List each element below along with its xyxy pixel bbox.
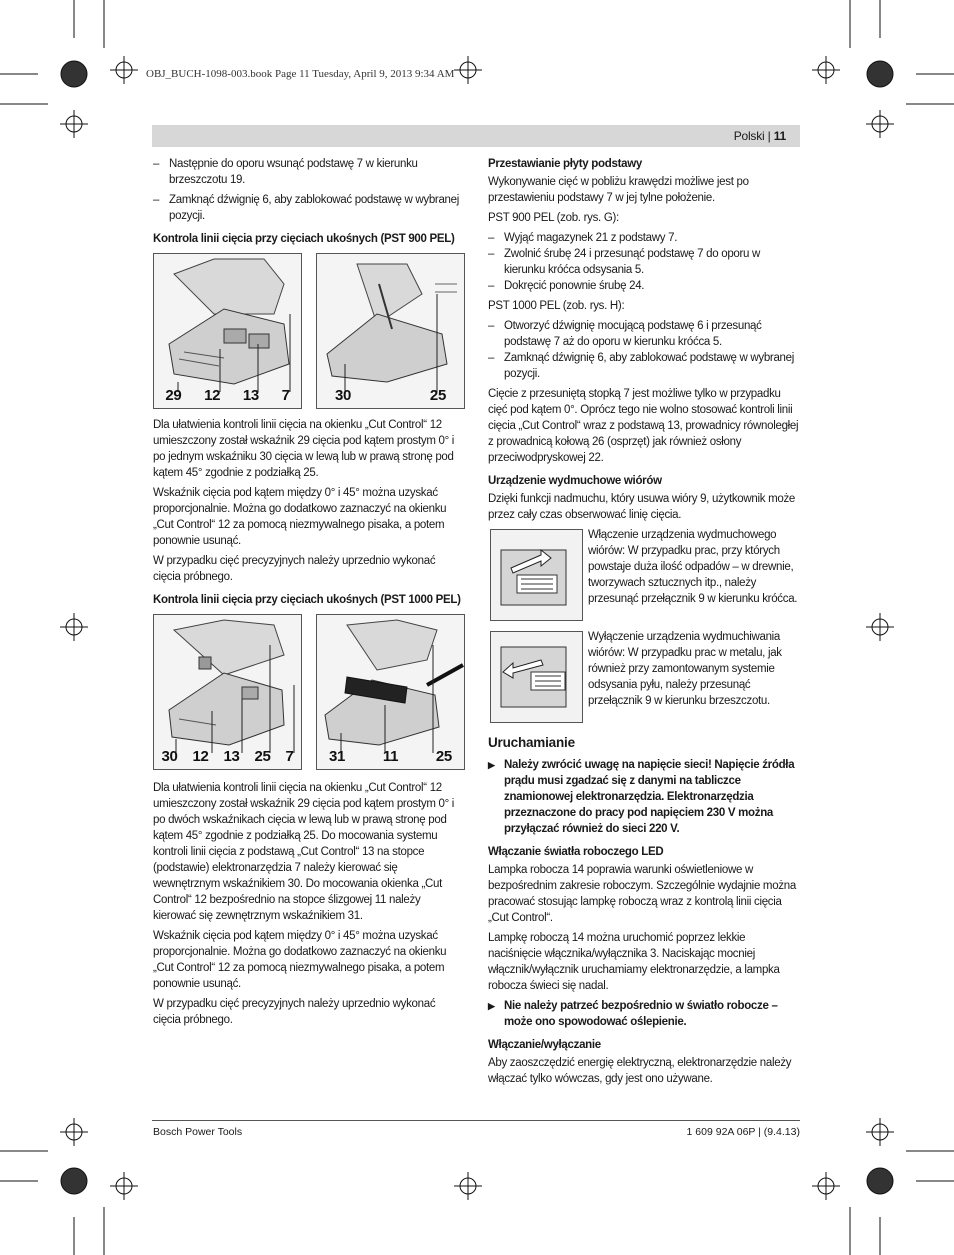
- figure-label: 13: [223, 748, 240, 765]
- print-slug: OBJ_BUCH-1098-003.book Page 11 Tuesday, April 9, 2013 9:34 AM: [146, 68, 455, 80]
- figure-label: 7: [281, 387, 290, 404]
- warning-voltage: ▶ Należy zwrócić uwagę na napięcie sieci! Napięcie źródła prądu musi zgadzać się z danymi na tabliczce znamionowej elektronarzędzia. Elektronarzędzia przeznaczone do pracy pod napięciem 230 V można przyłączać również do sieci 220 V.: [488, 757, 800, 837]
- paragraph: Wskaźnik cięcia pod kątem między 0° i 45° można uzyskać proporcjonalnie. Można go dodatkowo zaznaczyć na okienku „Cut Control“ 12 za pomocą niezmywalnego pisaka, a potem ponownie usunąć.: [153, 930, 447, 990]
- section-title-led: Włączanie światła roboczego LED: [488, 846, 664, 858]
- paragraph: Dla ułatwienia kontroli linii cięcia na okienku „Cut Control“ 12 umieszczony został wskaźnik 29 cięcia pod kątem prostym 0° i po dwóch wskaźnikach cięcia w lewą lub w prawą stronę pod kątem 45° zgodnie z podziałką 25. Do mocowania systemu kontroli linii cięcia z podstawą „Cut Control“ 13 na stopce (podstawie) elektronarzędzia 7 należy kierować się wewnętrznym wskaźnikiem 30. Do mocowania okienka „Cut Control“ 12 bezpośrednio na stopce ślizgowej 11 należy kierować się zewnętrznym wskaźnikiem 31.: [153, 782, 455, 922]
- blower-off-block: [488, 631, 800, 725]
- figure-label: 25: [254, 748, 271, 765]
- figure-label: 30: [335, 387, 352, 404]
- figure-blower-on: [490, 529, 583, 621]
- section-title-pst900: Kontrola linii cięcia przy cięciach ukośnych (PST 900 PEL): [153, 233, 455, 245]
- page-header-bar: [152, 125, 800, 147]
- tool-base-illustration: [317, 254, 464, 408]
- section-title-pst1000: Kontrola linii cięcia przy cięciach ukośnych (PST 1000 PEL): [153, 594, 461, 606]
- figure-row-pst900: [153, 253, 465, 417]
- figure-label: 11: [382, 748, 399, 765]
- step-item: – Otworzyć dźwignię mocującą podstawę 6 i przesunąć podstawę 7 aż do oporu w kierunku króćca 5.: [488, 318, 800, 350]
- figure-cut-control-d: [316, 614, 465, 770]
- blower-on-text: Włączenie urządzenia wydmuchowego wiórów: W przypadku prac, przy których powstaje duża ilość odpadów – w drewnie, tworzywach sztucznych itp., należy przesunąć przełącznik 9 w kierunku króćca.: [588, 529, 798, 605]
- warning-light: ▶ Nie należy patrzeć bezpośrednio w światło robocze – może ono spowodować oślepienie.: [488, 998, 800, 1030]
- paragraph: Lampka robocza 14 poprawia warunki oświetleniowe w bezpośrednim zakresie roboczym. Szczególnie wydajnie można pracować stosując lampkę roboczą wraz z kontrolą linii cięcia „Cut Control“.: [488, 864, 796, 924]
- figure-labels: [154, 749, 301, 765]
- figure-row-pst1000: [153, 614, 465, 780]
- figure-cut-control-b: [316, 253, 465, 409]
- figure-label: 13: [242, 387, 259, 404]
- intro-item: – Zamknąć dźwignię 6, aby zablokować podstawę w wybranej pozycji.: [153, 192, 465, 224]
- paragraph: W przypadku cięć precyzyjnych należy uprzednio wykonać cięcia próbnego.: [153, 998, 436, 1026]
- paragraph: Aby zaoszczędzić energię elektryczną, elektronarzędzie należy włączać tylko wówczas, gdy jest ono używane.: [488, 1057, 792, 1085]
- footer-right: 1 609 92A 06P | (9.4.13): [686, 1126, 800, 1138]
- paragraph: Lampkę roboczą 14 można uruchomić poprzez lekkie naciśnięcie włącznika/wyłącznika 3. Naciskając mocniej włącznik/wyłącznik uruchamiamy elektronarzędzie, a lampka robocza świeci się nadal.: [488, 932, 780, 992]
- figure-label: 31: [329, 748, 346, 765]
- step-item: – Dokręcić ponownie śrubę 24.: [488, 278, 800, 294]
- figure-label: 29: [165, 387, 182, 404]
- paragraph: Cięcie z przesuniętą stopką 7 jest możliwe tylko w przypadku cięć pod kątem 0°. Oprócz tego nie wolno stosować kontroli linii cięcia „Cut Control“ wraz z podstawą 13, prowadnicy równoległej z prowadnicą kołową 26 (osprzęt) jak również osłony przeciwodpryskowej 22.: [488, 388, 799, 464]
- figure-label: 25: [435, 748, 452, 765]
- paragraph: Dla ułatwienia kontroli linii cięcia na okienku „Cut Control“ 12 umieszczony został wskaźnik 29 cięcia pod kątem prostym 0° i po jednym wskaźniku 30 cięcia w lewą lub w prawą stronę pod kątem 45° zgodnie z podziałką 25.: [153, 419, 455, 479]
- header-language: Polski: [733, 129, 765, 143]
- tool-base-illustration: [154, 254, 301, 408]
- paragraph: Wykonywanie cięć w pobliżu krawędzi możliwe jest po przestawieniu podstawy 7 w jej tylne położenie.: [488, 176, 749, 204]
- model-label: PST 900 PEL (zob. rys. G):: [488, 212, 619, 224]
- blower-switch-illustration: [491, 632, 582, 722]
- right-column: [488, 156, 800, 1091]
- footer-left: Bosch Power Tools: [153, 1126, 243, 1138]
- page-header: [734, 129, 786, 143]
- figure-label: 25: [429, 387, 446, 404]
- figure-labels: [317, 749, 464, 765]
- figure-blower-off: [490, 631, 583, 723]
- figure-label: 12: [192, 748, 209, 765]
- header-separator: |: [767, 129, 771, 143]
- figure-cut-control-c: [153, 614, 302, 770]
- paragraph: Dzięki funkcji nadmuchu, który usuwa wióry 9, użytkownik może przez cały czas obserwować linię cięcia.: [488, 493, 796, 521]
- blower-on-block: [488, 529, 800, 627]
- figure-label: 7: [285, 748, 294, 765]
- model-label: PST 1000 PEL (zob. rys. H):: [488, 300, 625, 312]
- paragraph: Wskaźnik cięcia pod kątem między 0° i 45° można uzyskać proporcjonalnie. Można go dodatkowo zaznaczyć na okienku „Cut Control“ 12 za pomocą niezmywalnego pisaka, a potem ponownie usunąć.: [153, 487, 447, 547]
- figure-labels: [154, 388, 301, 404]
- tool-base-illustration: [154, 615, 301, 769]
- section-title-base-plate: Przestawianie płyty podstawy: [488, 158, 642, 170]
- page-number: 11: [773, 129, 786, 143]
- section-title-onoff: Włączanie/wyłączanie: [488, 1039, 601, 1051]
- tool-base-illustration: [317, 615, 464, 769]
- figure-label: 30: [161, 748, 178, 765]
- figure-label: 12: [204, 387, 221, 404]
- section-title-startup: Uruchamianie: [488, 735, 575, 750]
- left-column: [153, 156, 465, 1032]
- step-item: – Wyjąć magazynek 21 z podstawy 7.: [488, 230, 800, 246]
- step-item: – Zamknąć dźwignię 6, aby zablokować podstawę w wybranej pozycji.: [488, 350, 800, 382]
- footer-rule: [152, 1120, 800, 1121]
- paragraph: W przypadku cięć precyzyjnych należy uprzednio wykonać cięcia próbnego.: [153, 555, 436, 583]
- figure-labels: [317, 388, 464, 404]
- blower-switch-illustration: [491, 530, 582, 620]
- blower-off-text: Wyłączenie urządzenia wydmuchiwania wiórów: W przypadku prac w metalu, jak również przy zamontowanym systemie odsysania pyłu, należy przesunąć przełącznik 9 w kierunku brzeszczotu.: [588, 631, 782, 707]
- section-title-blower: Urządzenie wydmuchowe wiórów: [488, 475, 662, 487]
- intro-item: – Następnie do oporu wsunąć podstawę 7 w kierunku brzeszczotu 19.: [153, 156, 465, 188]
- figure-cut-control-a: [153, 253, 302, 409]
- step-item: – Zwolnić śrubę 24 i przesunąć podstawę 7 do oporu w kierunku króćca odsysania 5.: [488, 246, 800, 278]
